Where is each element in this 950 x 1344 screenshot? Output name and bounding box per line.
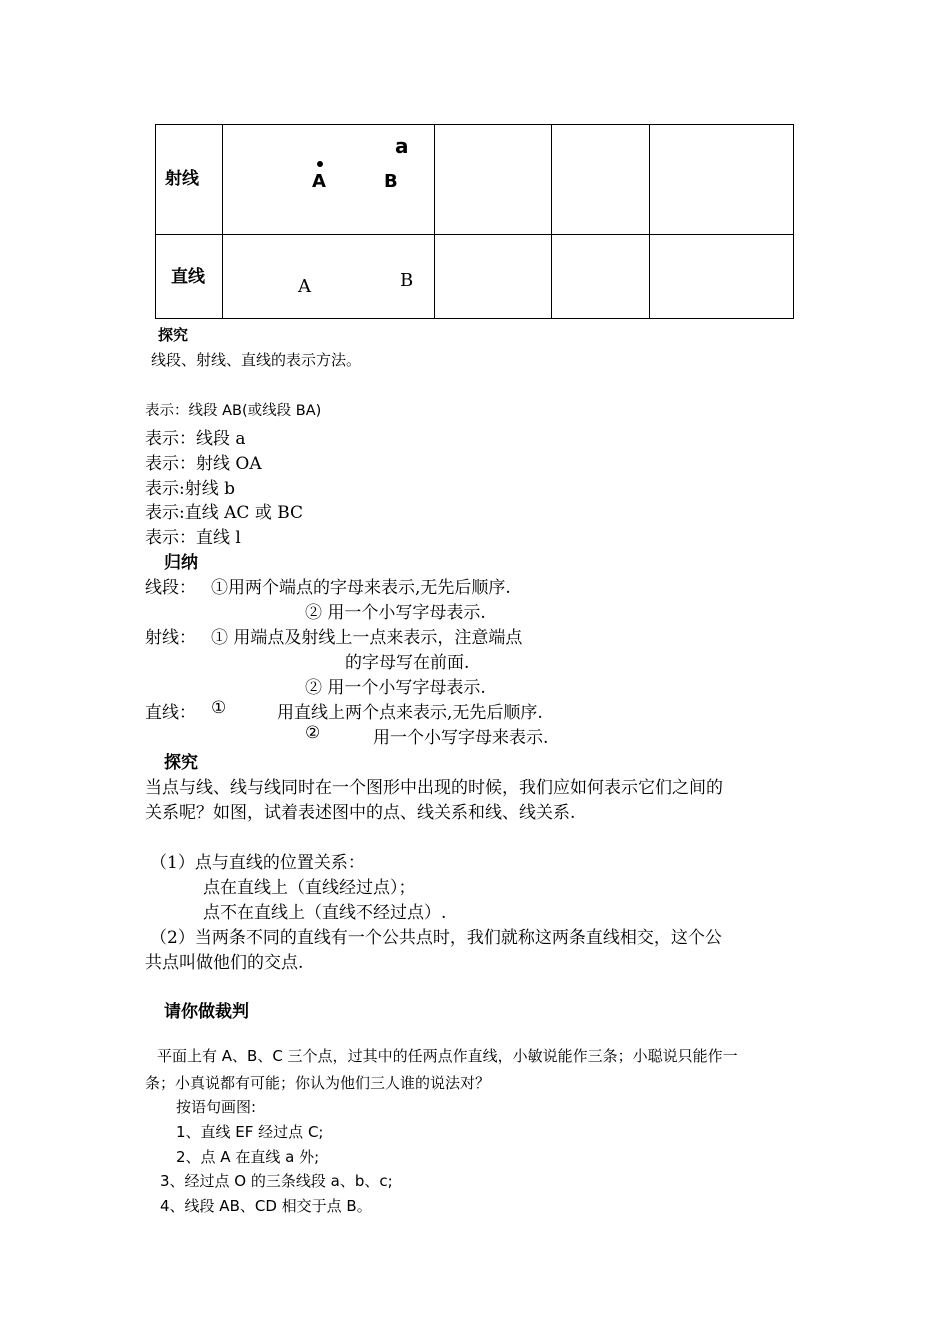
line-rule1-num: ①: [211, 698, 227, 718]
draw-intro: 按语句画图:: [176, 1098, 257, 1116]
ray-point-dot: [317, 161, 323, 167]
representation-line: 表示:射线 b: [145, 479, 236, 499]
line-rule1-text: 用直线上两个点来表示,无先后顺序.: [277, 703, 543, 723]
table-border-right: [793, 124, 794, 319]
draw-task: 4、线段 AB、CD 相交于点 B。: [160, 1197, 372, 1215]
representation-line: 表示：线段 AB(或线段 BA): [145, 403, 322, 419]
representation-line: 表示：线段 a: [145, 429, 246, 449]
line-point-a: A: [298, 276, 311, 297]
explore1-heading: 探究: [158, 326, 189, 344]
ray-rule1-line2: 的字母写在前面.: [345, 653, 470, 673]
explore1-subtitle: 线段、射线、直线的表示方法。: [151, 351, 362, 369]
table-col-divider: [649, 124, 650, 319]
table-col-divider: [434, 124, 435, 319]
draw-task: 2、点 A 在直线 a 外;: [176, 1148, 320, 1166]
line-label: 直线：: [145, 703, 196, 723]
explore2-paragraph-line1: 当点与线、线与线同时在一个图形中出现的时候，我们应如何表示它们之间的: [145, 778, 723, 798]
line-rule2-text: 用一个小写字母来表示.: [373, 728, 549, 748]
draw-task: 3、经过点 O 的三条线段 a、b、c;: [160, 1172, 393, 1190]
table-row-divider: [155, 234, 794, 235]
item1-point-on-line: 点在直线上（直线经过点）；: [203, 878, 416, 898]
line-rule2-num: ②: [305, 723, 321, 743]
representation-line: 表示：直线 l: [145, 528, 241, 548]
summary-heading: 归纳: [164, 553, 198, 573]
segment-label: 线段：: [145, 578, 196, 598]
ray-label: 射线：: [145, 628, 196, 648]
ray-rule1-line1: ① 用端点及射线上一点来表示，注意端点: [211, 628, 523, 648]
representation-line: 表示：射线 OA: [145, 454, 262, 474]
line-point-b: B: [400, 270, 414, 291]
segment-rule2: ② 用一个小写字母表示.: [305, 603, 486, 623]
segment-rule1: ①用两个端点的字母来表示,无先后顺序.: [211, 578, 511, 598]
explore2-paragraph-line2: 关系呢？如图，试着表述图中的点、线关系和线、线关系.: [145, 803, 576, 823]
table-col-divider: [222, 124, 223, 319]
judge-paragraph-line2: 条；小真说都有可能；你认为他们三人谁的说法对？: [145, 1074, 491, 1092]
item1-point-off-line: 点不在直线上（直线不经过点）.: [203, 903, 447, 923]
ray-point-a: A: [312, 171, 326, 192]
item2-line2: 共点叫做他们的交点.: [145, 953, 304, 973]
table-border-bottom: [155, 318, 794, 319]
lines-table: [155, 124, 794, 319]
row-label-ray: 射线: [165, 169, 199, 189]
judge-heading: 请你做裁判: [164, 1002, 249, 1022]
item1-title: （1）点与直线的位置关系：: [150, 853, 365, 873]
judge-paragraph-line1: 平面上有 A、B、C 三个点，过其中的任两点作直线，小敏说能作三条；小聪说只能作一: [157, 1047, 738, 1065]
ray-letter-a: a: [395, 134, 409, 158]
ray-point-b: B: [384, 171, 398, 192]
table-border-left: [155, 124, 156, 319]
table-border-top: [155, 124, 794, 125]
row-label-line: 直线: [171, 267, 205, 287]
item2-line1: （2）当两条不同的直线有一个公共点时，我们就称这两条直线相交，这个公: [150, 928, 722, 948]
ray-rule2: ② 用一个小写字母表示.: [305, 678, 486, 698]
table-col-divider: [551, 124, 552, 319]
explore2-heading: 探究: [164, 753, 198, 773]
draw-task: 1、直线 EF 经过点 C;: [176, 1123, 324, 1141]
representation-line: 表示:直线 AC 或 BC: [145, 503, 304, 523]
